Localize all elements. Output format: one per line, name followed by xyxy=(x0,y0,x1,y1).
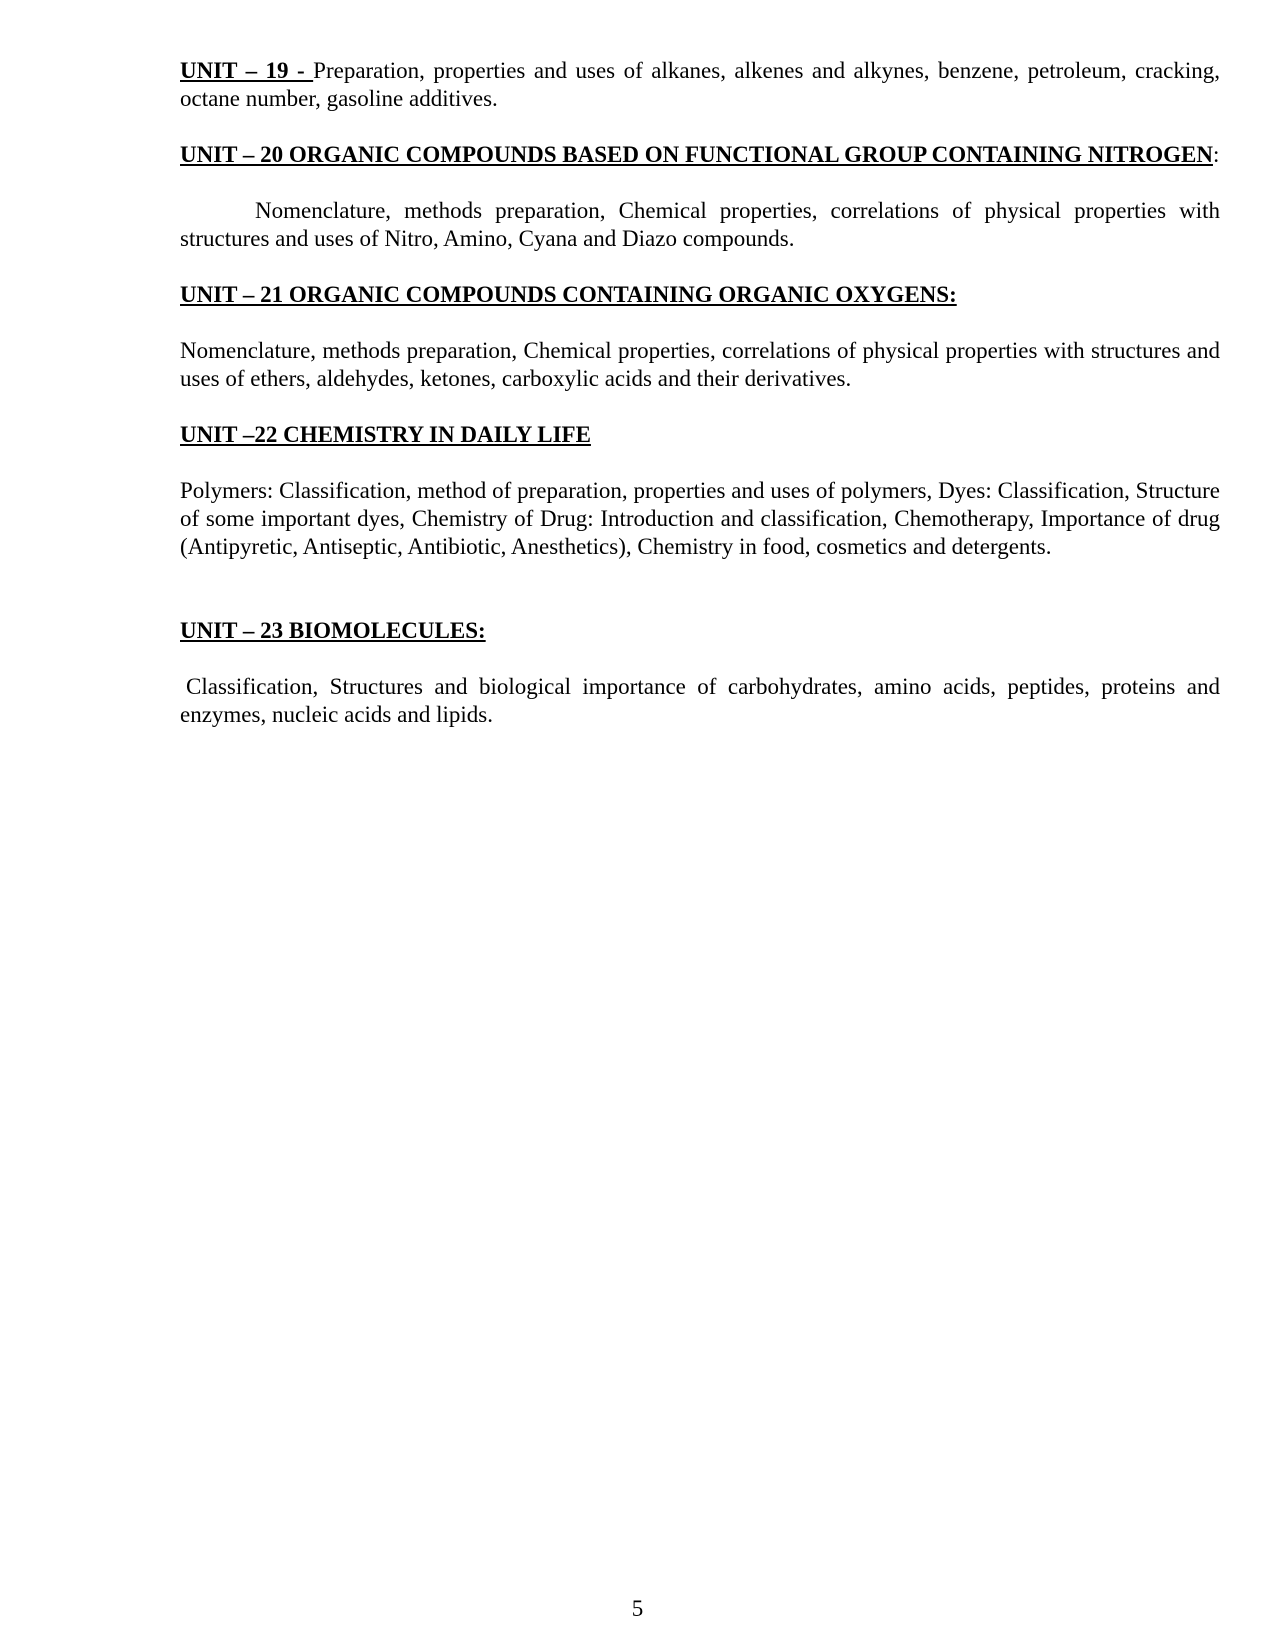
unit-23-text: Classification, Structures and biological importance of carbohydrates, amino acids, peptides, proteins and enzymes, nucleic acids and lipids. xyxy=(180,674,1220,727)
page-number: 5 xyxy=(631,1596,644,1621)
unit-20-heading-line xyxy=(180,141,1220,169)
unit-21-section xyxy=(180,281,1220,393)
unit-22-heading: UNIT –22 CHEMISTRY IN DAILY LIFE xyxy=(180,422,591,447)
unit-22-section xyxy=(180,421,1220,561)
unit-20-heading: UNIT – 20 ORGANIC COMPOUNDS BASED ON FUNCTIONAL GROUP CONTAINING NITROGEN xyxy=(180,142,1213,167)
unit-21-text: Nomenclature, methods preparation, Chemical properties, correlations of physical properties with structures and uses of ethers, aldehydes, ketones, carboxylic acids and their derivatives. xyxy=(180,338,1220,391)
unit-21-heading: UNIT – 21 ORGANIC COMPOUNDS CONTAINING ORGANIC OXYGENS: xyxy=(180,282,957,307)
unit-23-section xyxy=(180,617,1220,729)
unit-22-text: Polymers: Classification, method of preparation, properties and uses of polymers, Dyes: Classification, Structure of some important dyes, Chemistry of Drug: Introduction and classification, Chemotherapy, Importance of drug (Antipyretic, Antiseptic, Antibiotic, Anesthetics), Chemistry in food, cosmetics and detergents. xyxy=(180,478,1220,559)
unit-19-heading: UNIT – 19 - xyxy=(180,58,314,83)
unit-19-section xyxy=(180,57,1220,113)
unit-20-section xyxy=(180,141,1220,253)
unit-20-heading-suffix: : xyxy=(1212,142,1220,167)
unit-23-heading: UNIT – 23 BIOMOLECULES: xyxy=(180,618,486,643)
unit-19-paragraph xyxy=(180,57,1220,113)
unit-20-text: Nomenclature, methods preparation, Chemical properties, correlations of physical properties with structures and uses of Nitro, Amino, Cyana and Diazo compounds. xyxy=(180,198,1220,251)
document-page xyxy=(180,57,1220,729)
unit-19-text: Preparation, properties and uses of alkanes, alkenes and alkynes, benzene, petroleum, cracking, octane number, gasoline additives. xyxy=(180,58,1220,111)
